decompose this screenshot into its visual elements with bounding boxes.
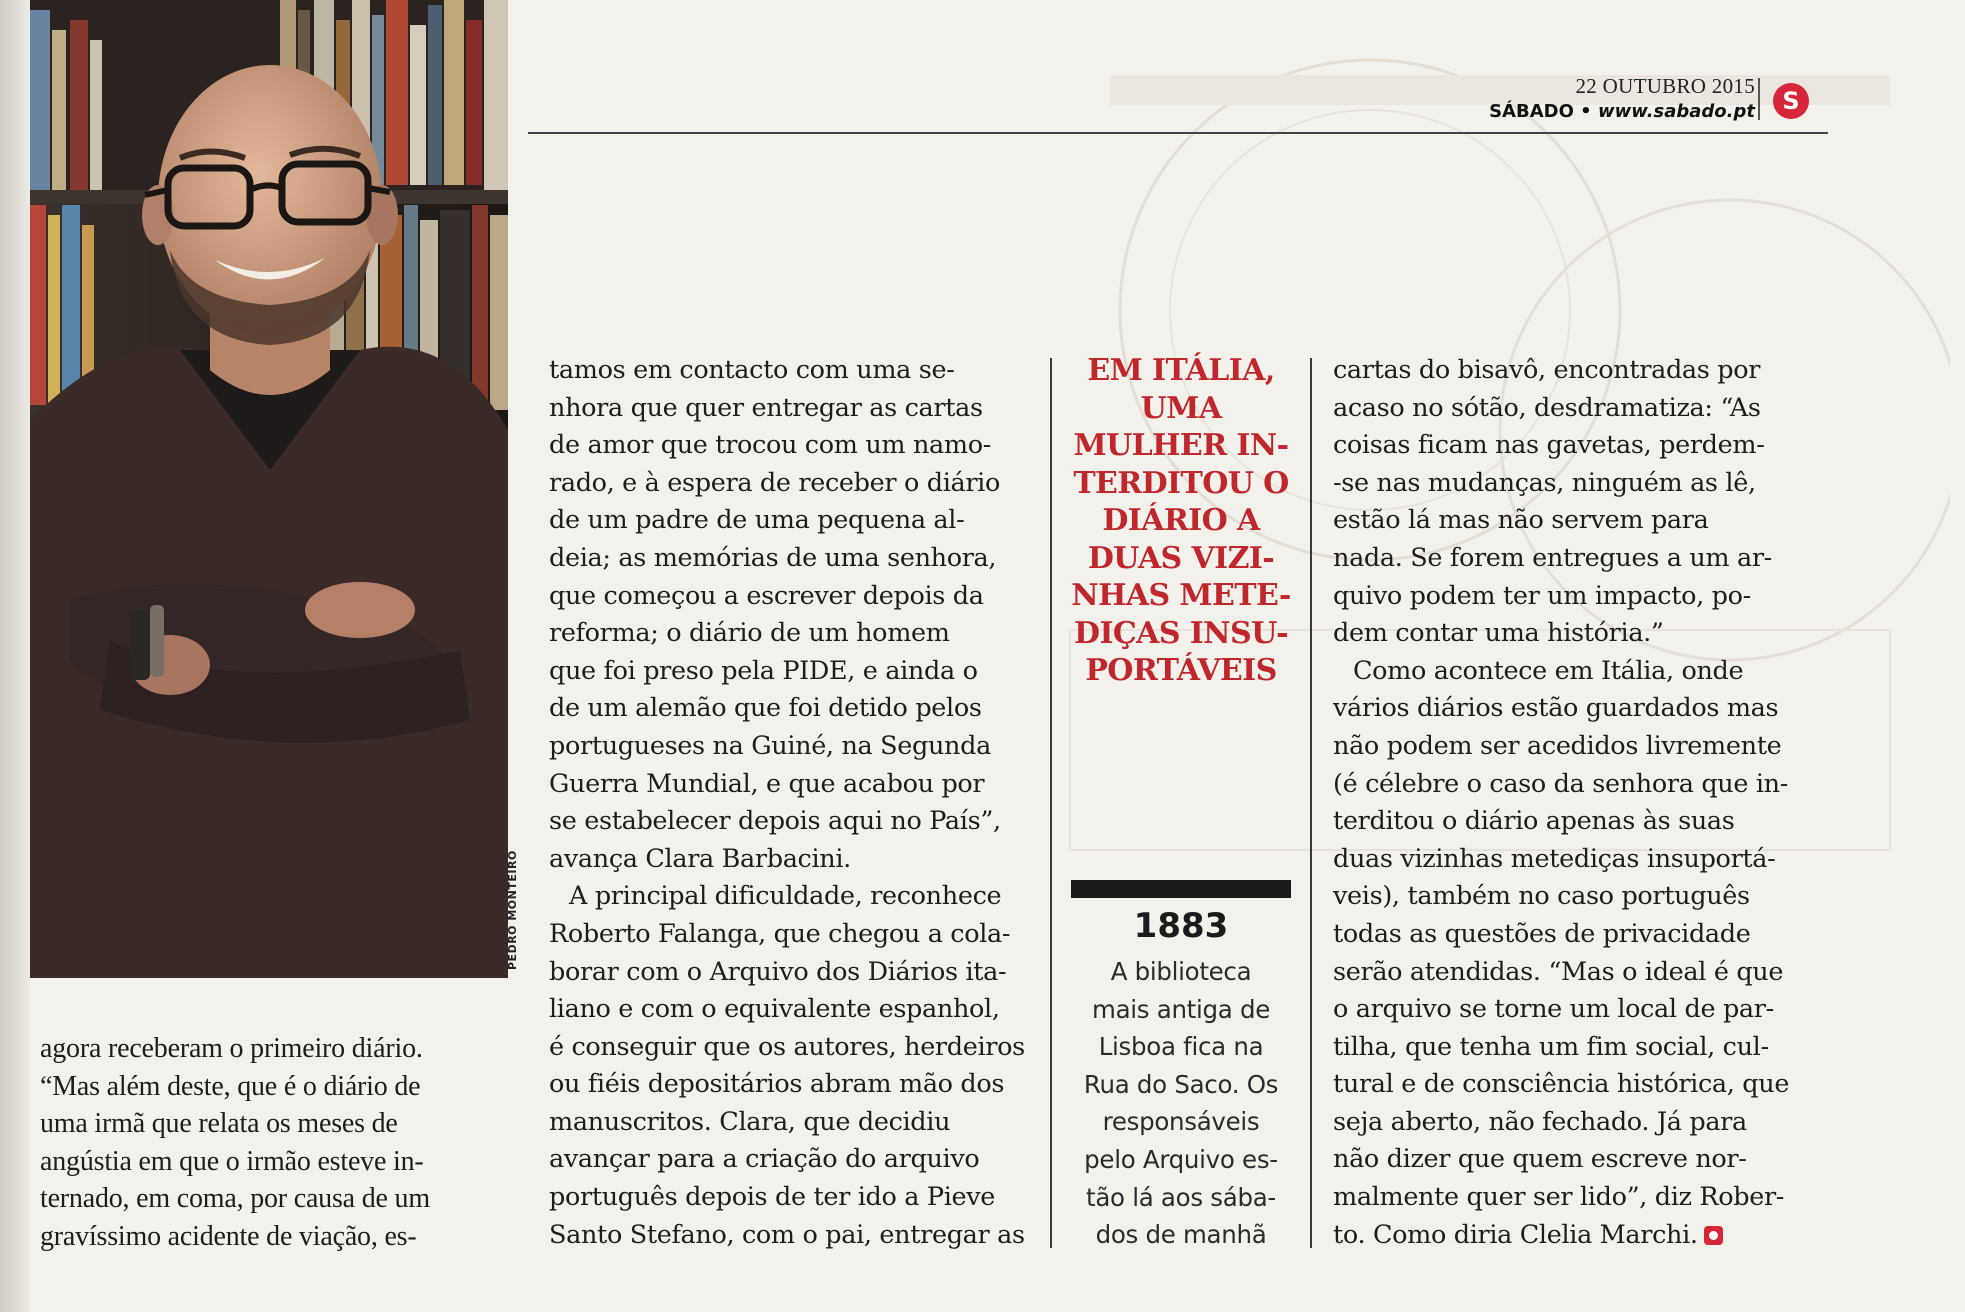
text-line: gravíssimo acidente de viação, es-	[40, 1220, 417, 1252]
text-line: tilha, que tenha um fim social, cul-	[1333, 1031, 1769, 1062]
text-line: borar com o Arquivo dos Diários ita-	[549, 956, 1007, 987]
text-line: liano e com o equivalente espanhol,	[549, 994, 1000, 1025]
text-line: -se nas mudanças, ninguém as lê,	[1333, 467, 1756, 498]
text-line: A principal dificuldade, reconhece	[569, 881, 1002, 912]
text-line: (é célebre o caso da senhora que in-	[1333, 768, 1789, 799]
text-line: que começou a escrever depois da	[549, 580, 984, 611]
text-line: quivo podem ter um impacto, po-	[1333, 580, 1751, 611]
photo-credit: PEDRO MONTEIRO	[506, 850, 519, 970]
portrait-photo	[30, 0, 508, 978]
fact-line: dos de manhã	[1095, 1220, 1267, 1250]
text-line: manuscritos. Clara, que decidiu	[549, 1106, 951, 1137]
text-line: que foi preso pela PIDE, e ainda o	[549, 655, 978, 686]
pull-quote-line: NHAS METE-	[1071, 578, 1291, 613]
brand-separator: •	[1580, 101, 1592, 122]
pull-quote-line: DUAS VIZI-	[1087, 540, 1275, 576]
text-line: avança Clara Barbacini.	[549, 843, 851, 874]
fact-line: pelo Arquivo es-	[1084, 1144, 1278, 1174]
header-rule	[528, 132, 1828, 134]
text-line: de um alemão que foi detido pelos	[549, 693, 982, 724]
text-line: cartas do bisavô, encontradas por	[1333, 355, 1761, 385]
text-line: “Mas além deste, que é o diário de	[40, 1070, 421, 1102]
end-of-article-icon	[1704, 1226, 1723, 1245]
article-column-2	[549, 352, 1029, 1254]
text-line: portugueses na Guiné, na Segunda	[549, 730, 991, 761]
text-line: português depois de ter ido a Pieve	[549, 1182, 996, 1213]
header-divider	[1758, 78, 1760, 120]
website-url: www.sabado.pt	[1597, 101, 1755, 122]
text-line: tamos em contacto com uma se-	[549, 355, 955, 385]
fact-box-year: 1883	[1133, 906, 1229, 946]
text-line: Santo Stefano, com o pai, entregar as	[549, 1219, 1025, 1250]
text-line: terditou o diário apenas às suas	[1333, 806, 1735, 837]
fact-line: tão lá aos sába-	[1086, 1182, 1276, 1212]
text-line: tural e de consciência histórica, que	[1333, 1069, 1790, 1100]
text-line: deia; as memórias de uma senhora,	[549, 542, 997, 573]
text-line: de um padre de uma pequena al-	[549, 505, 965, 536]
text-line: reforma; o diário de um homem	[549, 618, 950, 649]
column-divider	[1050, 358, 1052, 1248]
text-line: não dizer que quem escreve nor-	[1333, 1144, 1747, 1175]
text-line: nhora que quer entregar as cartas	[549, 392, 983, 423]
text-line: de amor que trocou com um namo-	[549, 430, 991, 461]
column-divider	[1310, 358, 1312, 1248]
final-line-text: to. Como diria Clelia Marchi.	[1333, 1219, 1698, 1250]
sabado-logo-icon: S	[1773, 83, 1809, 119]
text-line: acaso no sótão, desdramatiza: “As	[1333, 392, 1761, 423]
fact-line: Rua do Saco. Os	[1083, 1069, 1279, 1099]
fact-box-bar	[1071, 880, 1291, 898]
text-line: seja aberto, não fechado. Já para	[1333, 1106, 1747, 1137]
pull-quote-line: MULHER IN-	[1073, 428, 1289, 463]
text-line: malmente quer ser lido”, diz Rober-	[1333, 1182, 1785, 1213]
text-line: nada. Se forem entregues a um ar-	[1333, 542, 1772, 573]
text-line: serão atendidas. “Mas o ideal é que	[1333, 956, 1784, 987]
text-line: é conseguir que os autores, herdeiros	[549, 1031, 1025, 1062]
pull-quote-line: TERDITOU O	[1073, 465, 1289, 501]
text-line: Como acontece em Itália, onde	[1353, 655, 1744, 686]
text-line: duas vizinhas metediças insuportá-	[1333, 843, 1776, 874]
pull-quote	[1070, 352, 1292, 690]
masthead	[1489, 101, 1755, 122]
fact-line: Lisboa fica na	[1098, 1032, 1264, 1062]
text-line: o arquivo se torne um local de par-	[1333, 994, 1774, 1025]
issue-date: 22 OUTUBRO 2015	[1575, 74, 1755, 98]
text-line: uma irmã que relata os meses de	[40, 1108, 398, 1140]
text-line: coisas ficam nas gavetas, perdem-	[1333, 430, 1765, 461]
pull-quote-line: UMA	[1140, 390, 1222, 426]
text-line: todas as questões de privacidade	[1333, 918, 1751, 949]
fact-box-text	[1066, 953, 1296, 1254]
pull-quote-line: DIÇAS INSU-	[1074, 615, 1288, 651]
text-line: avançar para a criação do arquivo	[549, 1144, 980, 1175]
fact-line: A biblioteca	[1110, 957, 1252, 986]
text-line	[1333, 1217, 1823, 1255]
text-line: se estabelecer depois aqui no País”,	[549, 806, 1001, 837]
text-line: angústia em que o irmão esteve in-	[40, 1145, 424, 1177]
left-page-edge	[0, 0, 30, 1312]
text-line: dem contar uma história.”	[1333, 618, 1664, 649]
fact-line: responsáveis	[1102, 1107, 1260, 1137]
text-line: estão lá mas não servem para	[1333, 505, 1709, 536]
text-line: agora receberam o primeiro diário.	[40, 1033, 423, 1064]
text-line: Guerra Mundial, e que acabou por	[549, 768, 985, 799]
text-line: ternado, em coma, por causa de um	[40, 1183, 430, 1215]
text-line: veis), também no caso português	[1333, 881, 1750, 912]
article-column-3	[1333, 352, 1823, 1254]
pull-quote-line: PORTÁVEIS	[1085, 653, 1277, 688]
text-line: rado, e à espera de receber o diário	[549, 467, 1000, 498]
fact-line: mais antiga de	[1092, 994, 1270, 1024]
brand-name: SÁBADO	[1489, 101, 1574, 122]
page-header	[1489, 74, 1755, 122]
text-line: Roberto Falanga, que chegou a cola-	[549, 918, 1011, 949]
text-line: ou fiéis depositários abram mão dos	[549, 1069, 1005, 1100]
pull-quote-line: EM ITÁLIA,	[1087, 353, 1275, 388]
pull-quote-line: DIÁRIO A	[1102, 503, 1260, 538]
text-line: vários diários estão guardados mas	[1333, 693, 1779, 724]
article-column-1	[40, 1030, 510, 1256]
text-line: não podem ser acedidos livremente	[1333, 730, 1782, 761]
